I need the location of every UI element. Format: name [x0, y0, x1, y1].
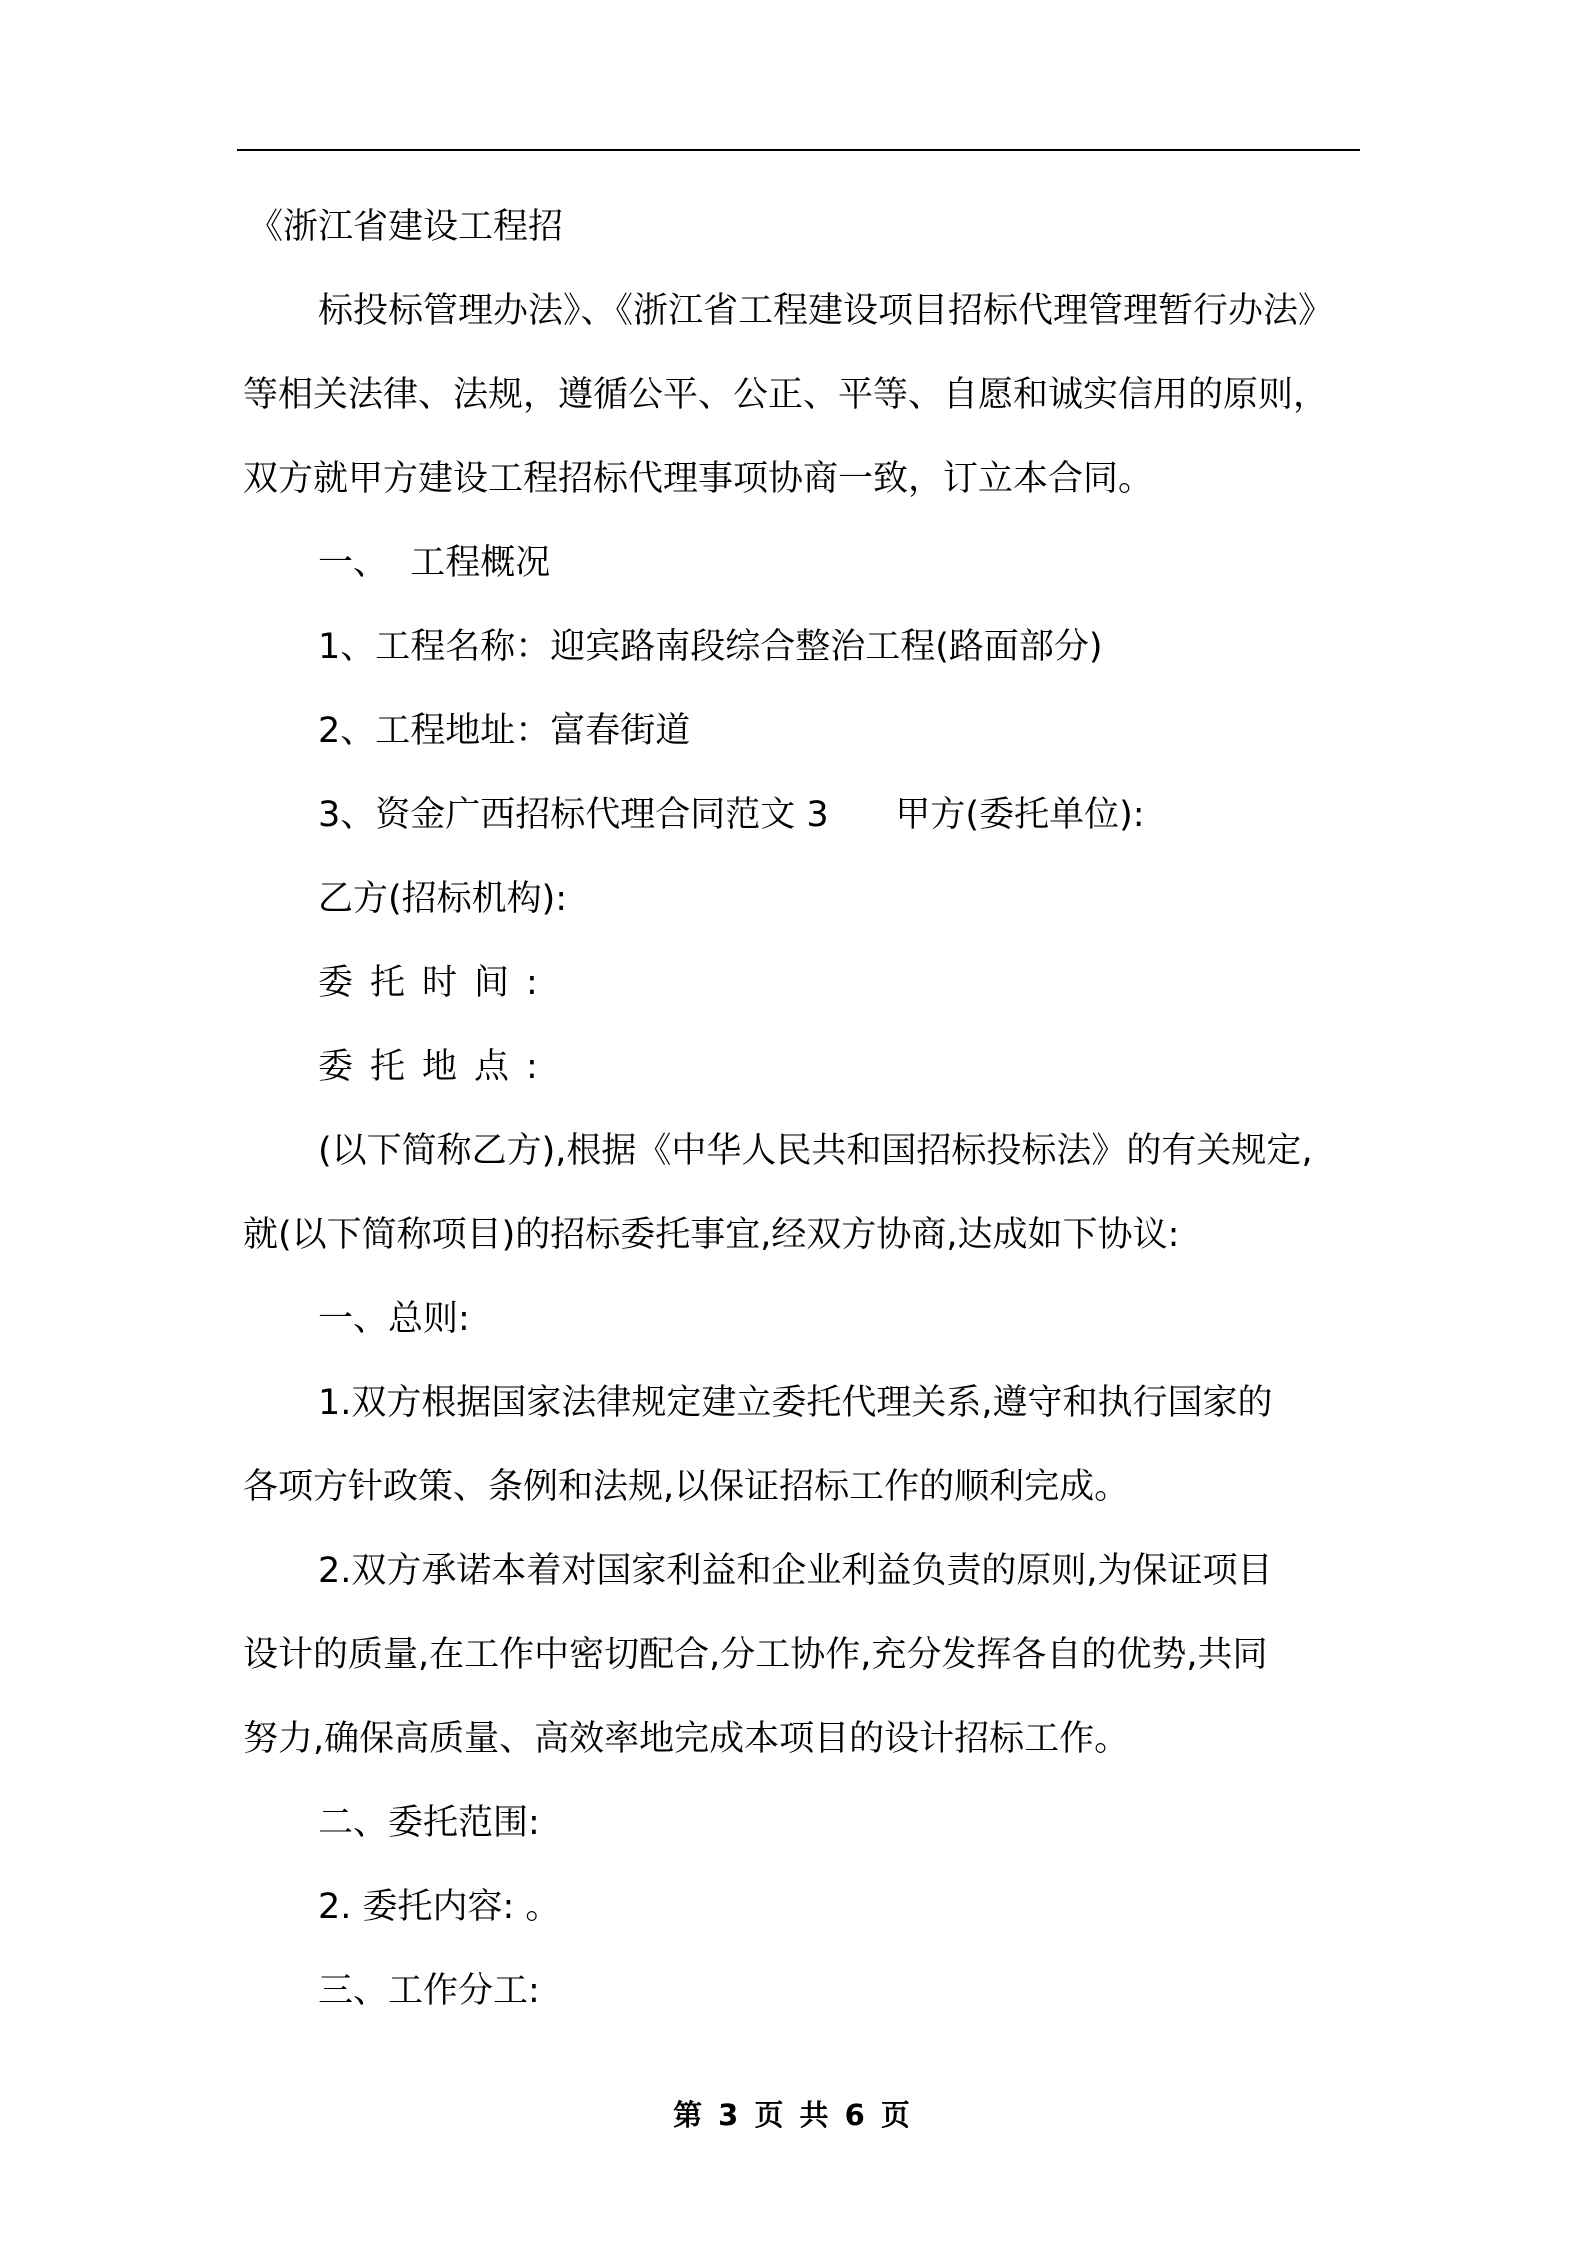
- section-heading: 一、总则:: [318, 1299, 470, 1339]
- text-line: 努力,确保高质量、高效率地完成本项目的设计招标工作。: [243, 1719, 1130, 1759]
- text-line: 委托时间:: [318, 963, 555, 1003]
- text-line: 乙方(招标机构):: [318, 879, 568, 919]
- text-line: 等相关法律、法规，遵循公平、公正、平等、自愿和诚实信用的原则，: [243, 375, 1329, 415]
- text-line: 设计的质量,在工作中密切配合,分工协作,充分发挥各自的优势,共同: [243, 1635, 1268, 1675]
- text-line: 1.双方根据国家法律规定建立委托代理关系,遵守和执行国家的: [318, 1383, 1273, 1423]
- section-heading: 二、委托范围:: [318, 1803, 540, 1843]
- text-line: 《浙江省建设工程招: [248, 207, 564, 247]
- text-line: (以下简称乙方),根据《中华人民共和国招标投标法》的有关规定,: [318, 1131, 1313, 1171]
- text-line: 3、资金广西招标代理合同范文 3 甲方(委托单位):: [318, 795, 1145, 835]
- text-line: 1、工程名称：迎宾路南段综合整治工程(路面部分): [318, 627, 1103, 667]
- text-line: 就(以下简称项目)的招标委托事宜,经双方协商,达成如下协议:: [243, 1215, 1180, 1255]
- text-line: 2、工程地址：富春街道: [318, 711, 691, 751]
- text-line: 标投标管理办法》、《浙江省工程建设项目招标代理管理暂行办法》: [318, 291, 1334, 331]
- text-line: 2. 委托内容: 。: [318, 1887, 561, 1927]
- header-rule: [237, 149, 1360, 151]
- section-heading: 一、 工程概况: [318, 543, 551, 583]
- text-line: 双方就甲方建设工程招标代理事项协商一致，订立本合同。: [243, 459, 1154, 499]
- text-line: 委托地点:: [318, 1047, 555, 1087]
- text-line: 各项方针政策、条例和法规,以保证招标工作的顺利完成。: [243, 1467, 1130, 1507]
- section-heading: 三、工作分工:: [318, 1971, 540, 2011]
- text-line: 2.双方承诺本着对国家利益和企业利益负责的原则,为保证项目: [318, 1551, 1273, 1591]
- page-indicator: 第 3 页 共 6 页: [673, 2098, 913, 2132]
